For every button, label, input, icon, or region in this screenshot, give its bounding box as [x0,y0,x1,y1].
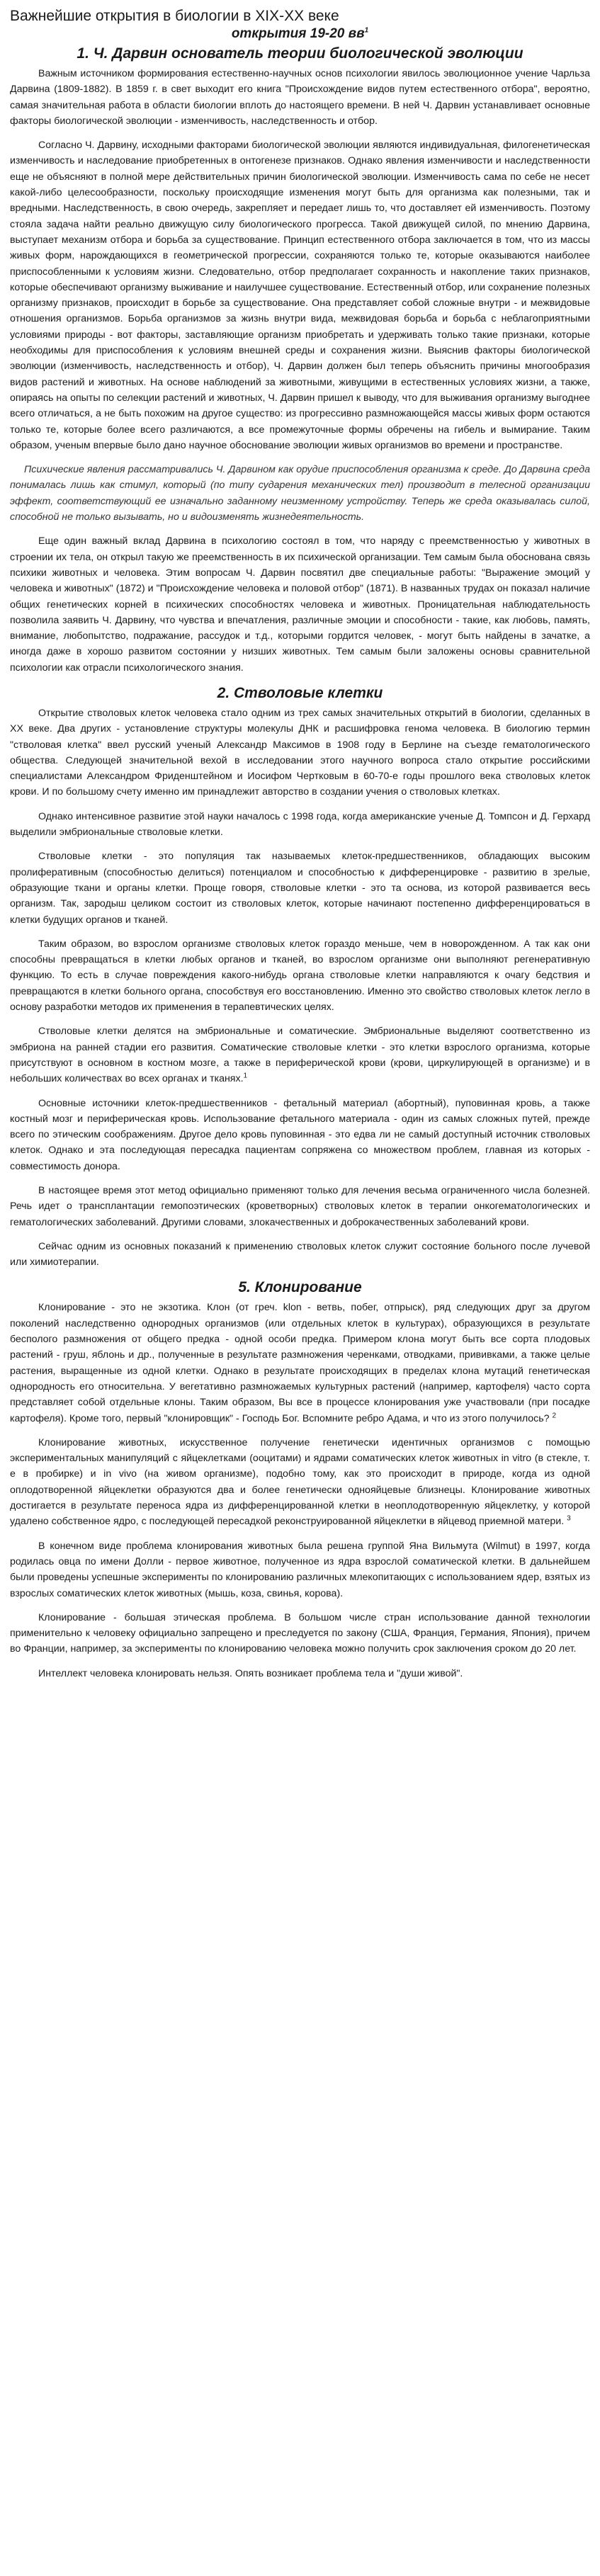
footnote-marker: 1 [243,1072,248,1080]
page-subtitle-text: открытия 19-20 вв [231,26,365,41]
paragraph-text: Стволовые клетки делятся на эмбриональные и соматические. Эмбриональные выделяют соответственно из эмбриона на ранней стадии его развития. Соматические стволовые клетки - это клетки взрослого организма, которые присутствуют в основном в костном мозге, а также в периферической крови (крови, циркулирующей в организме) и в небольших количествах во всех органах и тканях. [10,1026,590,1085]
page-subtitle [10,25,590,42]
paragraph: Однако интенсивное развитие этой науки началось с 1998 года, когда американские ученые Д. Томпсон и Д. Герхард выделили эмбриональные стволовые клетки. [10,810,590,839]
paragraph-text: Клонирование животных, искусственное получение генетически идентичных организмов с помощью экспериментальных манипуляций с яйцеклетками (ооцитами) и ядрами соматических клеток животных in vitro (в стекле, т. е в пробирке) и in vivo (на живом организме), подобно тому, как это происходит в природе, когда из одной оплодотворенной яйцеклетки образуются два и более генетически однояйцевые близнецы. Клонирование животных достигается в результате переноса ядра из дифференцированной клетки в неоплодотворенную яйцеклетку, у которой удалено собственное ядро, с последующей пересадкой реконструированной яйцеклетки в яйцевод приемной матери. [10,1436,590,1528]
section-heading-cloning: 5. Клонирование [238,1279,362,1296]
paragraph: Таким образом, во взрослом организме стволовых клеток гораздо меньше, чем в новорожденном. А так как они способны превращаться в клетки любых органов и тканей, во взрослом организме они выполняют регенеративную функцию. То есть в случае повреждения какого-нибудь органа стволовые клетки направляются к очагу бедствия и превращаются в клетки больного органа, способствуя его восстановлению. Именно это свойство стволовых клеток легло в основу разработки методов их применения в терапевтических целях. [10,938,590,1014]
paragraph: Сейчас одним из основных показаний к применению стволовых клеток служит состояние больного после лучевой или химиотерапии. [10,1240,590,1269]
paragraph: Согласно Ч. Дарвину, исходными факторами биологической эволюции являются индивидуальная, филогенетическая изменчивость и наследование приобретенных в онтогенезе признаков. Однако явления изменчивости и наследственности еще не объясняют в полной мере действительных причин биологической эволюции. Изменчивость сама по себе не несет какой-либо целесообразности, поскольку происходящие изменения могут быть для организма как полезными, так и вредными. Наследственность, в свою очередь, закрепляет и передает лишь то, что доставляет ей изменчивость. Поэтому стояла задача найти реально движущую силу биологического прогресса. Такой движущей силой, по мнению Дарвина, выступает механизм отбора и борьба за существование. Принцип естественного отбора заключается в том, что из массы живых форм, нарождающихся в геометрической прогрессии, сохраняются только те, которые оказываются наиболее приспособленными к условиям жизни. Следовательно, отбор предполагает сохранность и накопление таких признаков, которые обеспечивают организму выживание и наилучшее существование. Естественный отбор, или сохранение полезных организму признаков, происходит в борьбе за существование. Она представляет собой сложные внутри - и межвидовые отношения организмов. Борьба организмов за жизнь внутри вида, межвидовая борьба и борьба с неблагоприятными условиями природы - вот факторы, заставляющие организм приобретать и удерживать только такие признаки, которые необходимы для приспособления к условиям внешней среды и сохранения жизни. Выяснив факторы биологической эволюции (изменчивость, наследственность и отбор), Ч. Дарвин должен был теперь объяснить причины многообразия видов растений и животных. На основе наблюдений за животными, живущими в естественных условиях жизни, а также, опираясь на опыты по селекции растений и животных, Ч. Дарвин пришел к выводу, что для выживания организму выгоднее всего отличаться, а не быть похожим на другое существо: из прогрессивно размножающейся массы живых форм остаются только те, которые более всего различаются, а все промежуточные формы обречены на гибель и вымирание. Таким образом, ученым впервые было дано научное обоснование эволюции живых организмов во времени и пространстве. [10,140,590,451]
footnote-marker: 3 [567,1514,571,1523]
paragraph-text: Клонирование - это не экзотика. Клон (от греч. klon - ветвь, побег, отпрыск), ряд следующих друг за другом поколений наследственно однородных организмов (или отдельных клеток в культурах), образующихся в результате бесполого размножения от общего предка - одной особи предка. Примером клона могут быть все сорта плодовых растений - груш, яблонь и др., полученные в результате размножения черенками, отводками, прививками, а также целые растения, выращенные из одной клетки. Однако в результате происходящих в пределах клона мутаций генетическая однородность его относительна. У вегетативно размножаемых культурных растений (например, картофеля) часто сорта представляет собой отдельные клоны. Таким образом, Вы все в процессе клонирования уже участвовали (при посадке картофеля). Кроме того, первый "клонировщик" - Господь Бог. Вспомните ребро Адама, и что из этого получилось? [10,1302,590,1424]
paragraph: Интеллект человека клонировать нельзя. Опять возникает проблема тела и "души живой". [38,1667,463,1679]
page-title: Важнейшие открытия в биологии в XIX-XX веке [10,8,339,24]
paragraph: Еще один важный вклад Дарвина в психологию состоял в том, что наряду с преемственностью у животных в строении их тела, он открыл такую же преемственность в их психической организации. Тем самым была обоснована связь психики животных и человека. Этим вопросам Ч. Дарвин посвятил две специальные работы: "Выражение эмоций у человека и животных" (1872) и "Происхождение человека и половой отбор" (1871). В названных трудах он показал наличие общих генетических корней в психических способностях человека и животных. Проницательная наблюдательность позволила заявить Ч. Дарвину, что чувства и впечатления, различные эмоции и способности - такие, как любовь, память, внимание, любопытство, подражание, рассудок и т.д., которыми гордится человек, - могут быть найдены в зачатке, а иногда даже в хорошо развитом состоянии у низших животных. Тем самым были заложены основы сравнительной психологии как отрасли психологического знания. [10,535,590,674]
paragraph [10,1435,590,1530]
section-heading-darwin: 1. Ч. Дарвин основатель теории биологической эволюции [77,45,523,62]
paragraph: В конечном виде проблема клонирования животных была решена группой Яна Вильмута (Wilmut) в 1997, когда родилась овца по имени Долли - первое животное, полученное из ядра взрослой соматической клетки. В дальнейшем были проведены успешные эксперименты по клонированию различных млекопитающих с использованием ядер, взятых из взрослых соматических клеток животных (мышь, коза, свинья, корова). [10,1540,590,1599]
paragraph [10,1300,590,1426]
paragraph: Основные источники клеток-предшественников - фетальный материал (абортный), пуповинная кровь, а также костный мозг и периферическая кровь. Использование фетального материала - один из самых сложных путей, прежде всего по этическим соображениям. Другое дело кровь пуповинная - это едва ли не самый доступный источник стволовых клеток. Однако и эта последующая пересадка пациентам сопряжена со множеством проблем, главная из которых - совместимость донора. [10,1097,590,1172]
paragraph: Стволовые клетки - это популяция так называемых клеток-предшественников, обладающих высоким пролиферативным (способностью делиться) потенциалом и способностью к дифференцировке - развитию в зрелые, образующие ткани и органы клетки. Проще говоря, стволовые клетки - это та основа, из которой развивается весь организм. Так, зародыш целиком состоит из стволовых клеток, которые начинают постепенно дифференцироваться в клетки будущих органов и тканей. [10,851,590,926]
paragraph: Клонирование - большая этическая проблема. В большом числе стран использование данной технологии применительно к человеку официально запрещено и преследуется по закону (США, Франция, Германия, Япония), причем во Франции, например, за эксперименты по клонированию человека можно получить срок заключения сроком до 20 лет. [10,1611,590,1655]
paragraph: В настоящее время этот метод официально применяют только для лечения весьма ограниченного числа болезней. Речь идет о трансплантации гемопоэтических (кроветворных) стволовых клеток в терапии онкогематологических и гематологических заболеваний. Другими словами, злокачественных и доброкачественных заболеваний крови. [10,1185,590,1228]
paragraph: Открытие стволовых клеток человека стало одним из трех самых значительных открытий в биологии, сделанных в XX веке. Два других - установление структуры молекулы ДНК и расшифровка генома человека. В биологию термин "стволовая клетка" ввел русский ученый Александр Максимов в 1908 году в Берлине на съезде гематологического общества. Следующей значительной вехой в исследовании этого научного вопроса стало открытие российскими специалистами Александром Фриденштейном и Иосифом Чертковым в 60-70-е годы прошлого века стволовых клеток крови. И по большому счету именно им принадлежит авторство в создании учения о стволовых клетках. [10,707,590,798]
paragraph: Важным источником формирования естественно-научных основ психологии явилось эволюционное учение Чарльза Дарвина (1809-1882). В 1859 г. в свет выходит его книга "Происхождение видов путем естественного отбора", вероятно, самая значительная работа в области биологии вплоть до настоящего времени. В ней Ч. Дарвин устанавливает основные факторы биологической эволюции - изменчивость, наследственность и отбор. [10,68,590,127]
paragraph [10,1023,590,1086]
footnote-marker: 2 [552,1411,557,1419]
section-heading-stem-cells: 2. Стволовые клетки [217,684,383,701]
footnote-marker: 1 [364,26,369,35]
paragraph-italic: Психические явления рассматривались Ч. Дарвином как орудие приспособления организма к среде. До Дарвина среда понималась лишь как стимул, который (по типу сударения механических тел) производит в телесной организации эффект, соответствующий ее изначально заданному неизменному устройству. Теперь же среда оказывалась силой, способной не только вызывать, но и видоизменять жизнедеятельность. [10,464,590,523]
